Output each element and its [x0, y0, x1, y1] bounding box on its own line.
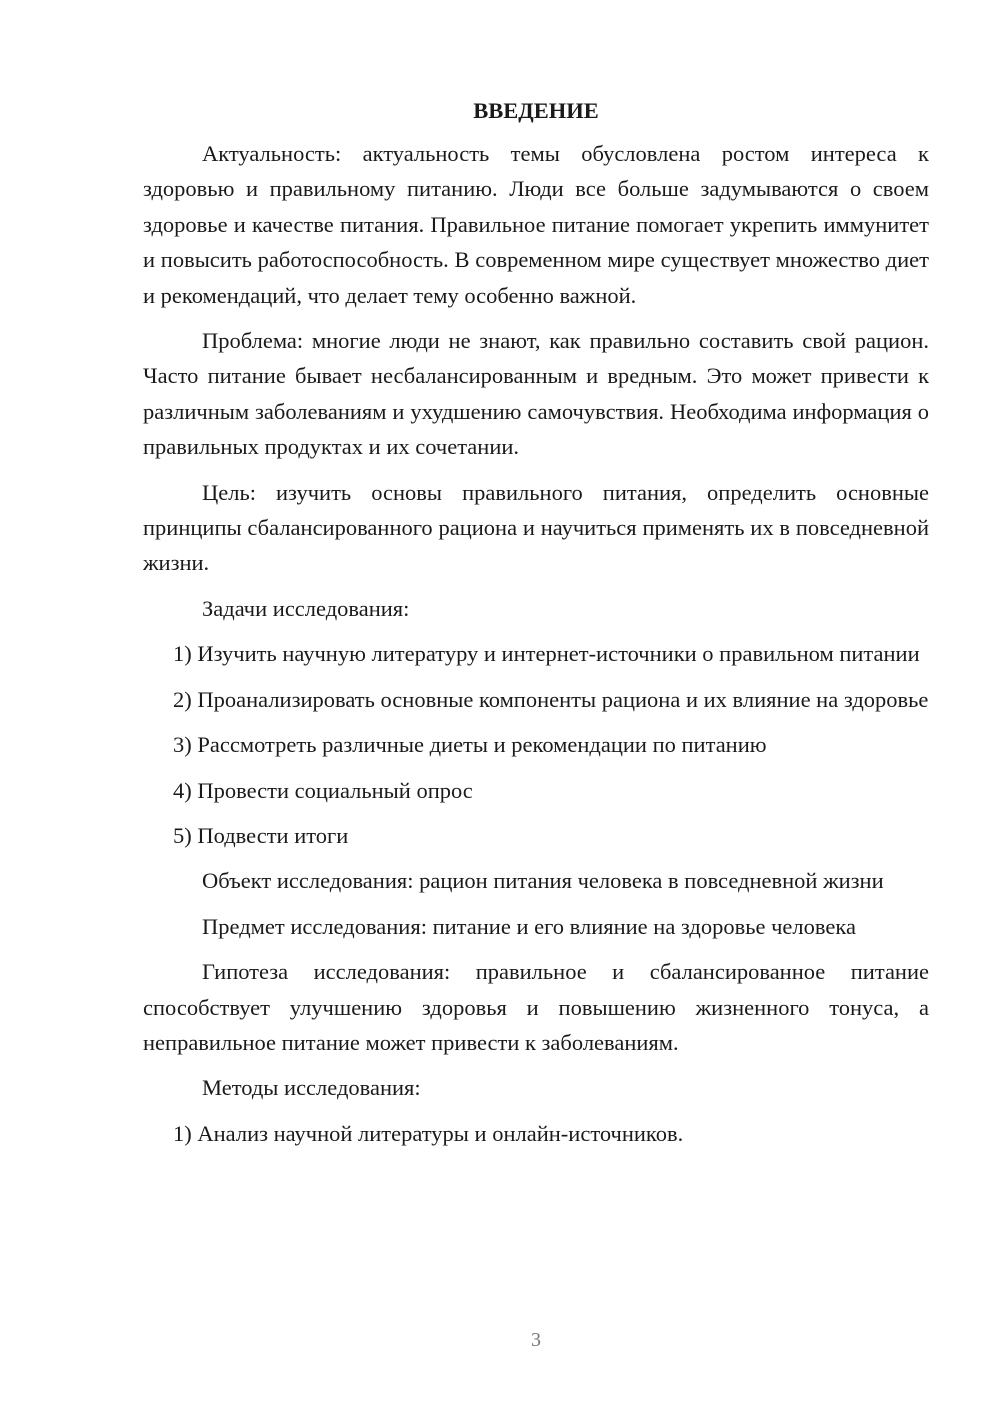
task-item-3: 3) Рассмотреть различные диеты и рекомендации по питанию — [173, 732, 767, 758]
paragraph-relevance: Актуальность: актуальность темы обусловлена ростом интереса к здоровью и правильному питанию. Люди все больше задумываются о своем здоровье и качестве питания. Правильное питание помогает укрепить иммунитет и повысить работоспособность. В современном мире существует множество диет и рекомендаций, что делает тему особенно важной. — [143, 141, 929, 308]
method-item-1: 1) Анализ научной литературы и онлайн-источников. — [173, 1120, 684, 1146]
paragraph-hypothesis: Гипотеза исследования: правильное и сбалансированное питание способствует улучшению здоровья и повышению жизненного тонуса, а неправильное питание может привести к заболеваниям. — [143, 959, 929, 1055]
section-heading: ВВЕДЕНИЕ — [473, 98, 599, 123]
paragraph-goal: Цель: изучить основы правильного питания, определить основные принципы сбалансированного рациона и научиться применять их в повседневной жизни. — [143, 479, 929, 576]
tasks-title: Задачи исследования: — [202, 595, 410, 621]
task-item-4: 4) Провести социальный опрос — [173, 777, 473, 803]
page-number: 3 — [531, 1329, 541, 1351]
methods-title: Методы исследования: — [202, 1075, 421, 1101]
task-item-2: 2) Проанализировать основные компоненты рациона и их влияние на здоровье — [173, 686, 929, 712]
task-item-5: 5) Подвести итоги — [173, 822, 349, 848]
paragraph-problem: Проблема: многие люди не знают, как правильно составить свой рацион. Часто питание бывает несбалансированным и вредным. Это может привести к различным заболеваниям и ухудшению самочувствия. Необходима информация о правильных продуктах и их сочетании. — [143, 328, 929, 460]
paragraph-object: Объект исследования: рацион питания человека в повседневной жизни — [202, 868, 884, 894]
paragraph-subject: Предмет исследования: питание и его влияние на здоровье человека — [202, 913, 856, 939]
page-content — [143, 94, 929, 1161]
task-item-1: 1) Изучить научную литературу и интернет-источники о правильном питании — [173, 641, 920, 667]
